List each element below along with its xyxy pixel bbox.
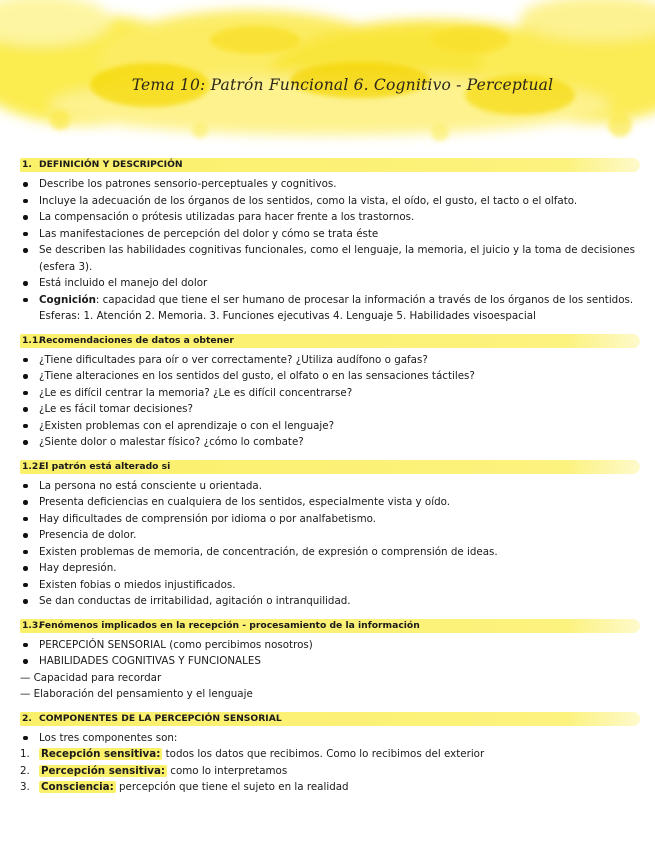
highlighted-term: Consciencia: <box>41 781 114 793</box>
section-title: Fenómenos implicados en la recepción - procesamiento de la información <box>39 619 420 631</box>
fenomenos-list <box>20 637 640 670</box>
item-text: percepción que tiene el sujeto en la realidad <box>115 781 349 793</box>
list-item: ¿Siente dolor o malestar físico? ¿cómo lo combate? <box>20 434 640 451</box>
list-item: Hay dificultades de comprensión por idioma o por analfabetismo. <box>20 511 640 528</box>
item-text: como lo interpretamos <box>167 764 288 777</box>
section-title: El patrón está alterado si <box>39 460 171 472</box>
list-item: ¿Le es fácil tomar decisiones? <box>20 401 640 418</box>
page-title: Tema 10: Patrón Funcional 6. Cognitivo - Perceptual <box>131 76 554 94</box>
list-item: La persona no está consciente u orientada. <box>20 478 640 495</box>
list-item: Hay depresión. <box>20 560 640 577</box>
highlighted-term: Recepción sensitiva: <box>41 748 161 760</box>
componentes-numbered-list <box>20 746 640 796</box>
section-heading-alterado <box>20 460 640 474</box>
list-item: Presenta deficiencias en cualquiera de los sentidos, especialmente vista y oído. <box>20 494 640 511</box>
list-item: Se describen las habilidades cognitivas funcionales, como el lenguaje, la memoria, el juicio y la toma de decisiones (esfera 3). <box>20 242 640 275</box>
item-number: 3. <box>20 781 30 793</box>
list-item-cognicion <box>20 292 640 325</box>
list-item: La compensación o prótesis utilizadas para hacer frente a los trastornos. <box>20 209 640 226</box>
cognicion-term: Cognición <box>39 293 96 306</box>
item-number: 2. <box>20 764 30 777</box>
list-item: PERCEPCIÓN SENSORIAL (como percibimos nosotros) <box>20 637 640 654</box>
section-title: DEFINICIÓN Y DESCRIPCIÓN <box>39 159 183 170</box>
list-item: Describe los patrones sensorio-perceptuales y cognitivos. <box>20 176 640 193</box>
watercolor-banner <box>0 0 655 158</box>
list-item: ¿Existen problemas con el aprendizaje o con el lenguaje? <box>20 418 640 435</box>
cognicion-text: : capacidad que tiene el ser humano de procesar la información a través de los órganos de los sentidos. Esferas: 1. Atención 2. Memoria. 3. Funciones ejecutivas 4. Lenguaje 5. Habilidades visoespacial <box>39 293 634 322</box>
section-title: Recomendaciones de datos a obtener <box>39 334 234 346</box>
list-item: Presencia de dolor. <box>20 527 640 544</box>
numbered-item <box>20 763 640 780</box>
section-number: 1.2. <box>22 460 42 472</box>
dash-item: — Capacidad para recordar <box>20 671 162 684</box>
list-item: ¿Tiene alteraciones en los sentidos del gusto, el olfato o en las sensaciones táctiles? <box>20 368 640 385</box>
section-heading-definicion <box>20 158 640 172</box>
list-item: ¿Tiene dificultades para oír o ver correctamente? ¿Utiliza audífono o gafas? <box>20 352 640 369</box>
document-body <box>20 158 640 796</box>
section-heading-fenomenos <box>20 619 640 633</box>
item-number: 1. <box>20 748 30 760</box>
alterado-list <box>20 478 640 610</box>
section-number: 1.1. <box>22 334 42 346</box>
list-item: Las manifestaciones de percepción del dolor y cómo se trata éste <box>20 226 640 243</box>
componentes-list <box>20 730 640 747</box>
highlighted-term: Percepción sensitiva: <box>41 764 166 777</box>
section-number: 1.3. <box>22 619 42 631</box>
numbered-item <box>20 746 640 763</box>
list-item: Está incluido el manejo del dolor <box>20 275 640 292</box>
list-item: Se dan conductas de irritabilidad, agitación o intranquilidad. <box>20 593 640 610</box>
list-item: Existen problemas de memoria, de concentración, de expresión o comprensión de ideas. <box>20 544 640 561</box>
list-item: Existen fobias o miedos injustificados. <box>20 577 640 594</box>
list-item: HABILIDADES COGNITIVAS Y FUNCIONALES <box>20 653 640 670</box>
numbered-item <box>20 779 640 796</box>
section-title: COMPONENTES DE LA PERCEPCIÓN SENSORIAL <box>39 712 282 724</box>
section-number: 1. <box>22 159 32 170</box>
list-item: ¿Le es difícil centrar la memoria? ¿Le es difícil concentrarse? <box>20 385 640 402</box>
definicion-list <box>20 176 640 325</box>
item-text: todos los datos que recibimos. Como lo recibimos del exterior <box>162 748 485 760</box>
recomendaciones-list <box>20 352 640 451</box>
section-heading-componentes <box>20 712 640 726</box>
dash-item: — Elaboración del pensamiento y el lenguaje <box>20 688 253 700</box>
section-heading-recomendaciones <box>20 334 640 348</box>
list-item: Incluye la adecuación de los órganos de los sentidos, como la vista, el oído, el gusto, el tacto o el olfato. <box>20 193 640 210</box>
list-item: Los tres componentes son: <box>20 730 640 747</box>
section-number: 2. <box>22 712 32 724</box>
